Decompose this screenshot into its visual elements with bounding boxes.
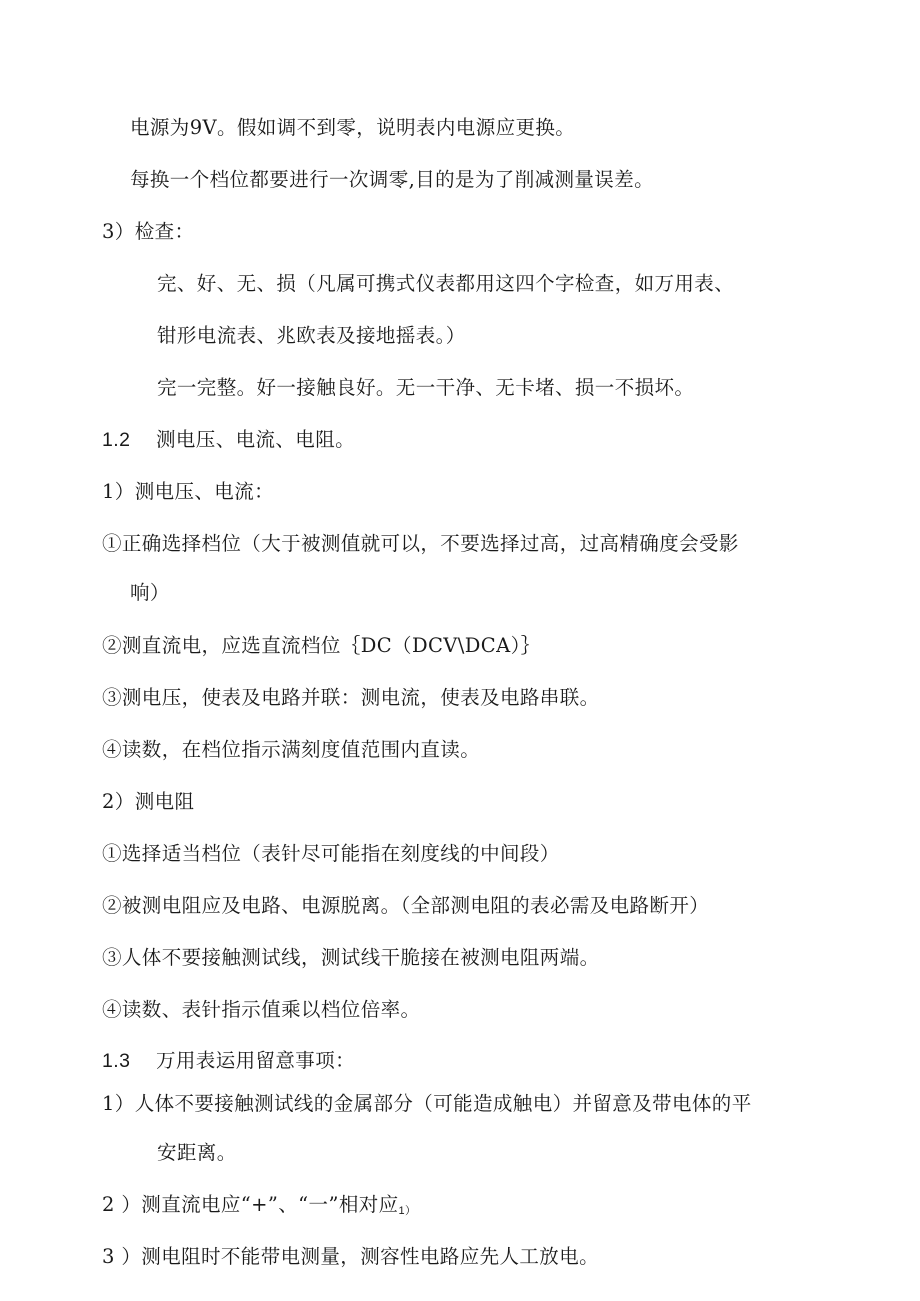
paragraph-line-1: 电源为9V。假如调不到零，说明表内电源应更换。 [130, 116, 576, 139]
list-item-10 [102, 1192, 416, 1224]
list-item-2: ②测直流电，应选直流档位｛DC（DCV\DCA）｝ [102, 634, 541, 657]
list-heading-voltage-current: 1）测电压、电流： [102, 480, 275, 503]
section-title: 万用表运用留意事项： [156, 1049, 356, 1072]
list-item-8: ④读数、表针指示值乘以档位倍率。 [102, 998, 421, 1021]
list-heading-resistance: 2）测电阻 [102, 790, 195, 813]
paragraph-line-5: 完一完整。好一接触良好。无一干净、无卡堵、损一不损坏。 [157, 376, 695, 399]
list-item-7: ③人体不要接触测试线，测试线干脆接在被测电阻两端。 [102, 946, 600, 969]
list-heading-check: 3）检查： [102, 220, 195, 243]
section-heading-1-3 [102, 1048, 355, 1074]
section-title: 测电压、电流、电阻。 [156, 428, 356, 451]
list-item-1-cont: 响） [130, 581, 170, 604]
list-item-4: ④读数，在档位指示满刻度值范围内直读。 [102, 738, 481, 761]
paragraph-line-2: 每换一个档位都要进行一次调零,目的是为了削减测量误差。 [130, 168, 654, 191]
list-item-10-text: 2 ）测直流电应“+”、“一”相对应 [102, 1193, 399, 1216]
section-number: 1.3 [102, 1050, 131, 1072]
section-heading-1-2 [102, 427, 355, 453]
list-item-9: 1）人体不要接触测试线的金属部分（可能造成触电）并留意及带电体的平 [102, 1092, 752, 1115]
list-item-11: 3 ）测电阻时不能带电测量，测容性电路应先人工放电。 [102, 1245, 600, 1268]
section-number: 1.2 [102, 429, 131, 451]
list-item-3: ③测电压，使表及电路并联：测电流，使表及电路串联。 [102, 686, 600, 709]
paragraph-line-4: 钳形电流表、兆欧表及接地摇表。） [157, 324, 466, 347]
list-item-9-cont: 安距离。 [157, 1141, 237, 1164]
list-item-5: ①选择适当档位（表针尽可能指在刻度线的中间段） [102, 842, 560, 865]
list-item-10-subscript: 1） [398, 1205, 417, 1217]
paragraph-line-3: 完、好、无、损（凡属可携式仪表都用这四个字检查，如万用表、 [157, 272, 735, 295]
list-item-1: ①正确选择档位（大于被测值就可以，不要选择过高，过高精确度会受影 [102, 532, 739, 555]
list-item-6: ②被测电阻应及电路、电源脱离。（全部测电阻的表必需及电路断开） [102, 894, 710, 917]
